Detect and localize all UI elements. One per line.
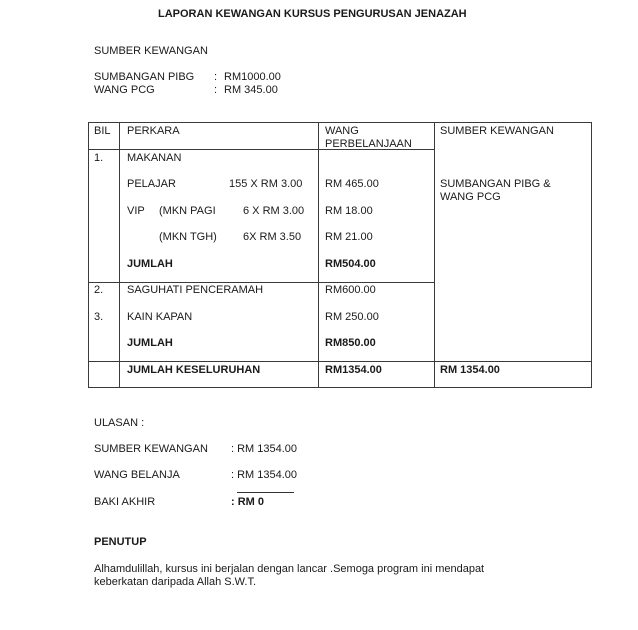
- row3-amount: RM 250.00: [325, 311, 379, 323]
- table-col-divider-perkara: [318, 122, 319, 388]
- table-grand-divider: [88, 361, 592, 362]
- header-wang: WANG: [325, 125, 359, 137]
- table-col-divider-bil: [119, 122, 120, 388]
- baki-label: BAKI AKHIR: [94, 496, 156, 508]
- ulasan-heading: ULASAN :: [94, 417, 145, 429]
- row23-jumlah-amount: RM850.00: [325, 337, 376, 349]
- page-title: LAPORAN KEWANGAN KURSUS PENGURUSAN JENAZAH: [158, 8, 467, 20]
- row2-bil: 2.: [94, 284, 104, 296]
- pelajar-amount: RM 465.00: [325, 178, 379, 190]
- funding-sep-pcg: :: [214, 84, 218, 96]
- pelajar-calc: 155 X RM 3.00: [229, 178, 303, 190]
- vip-tgh-label: (MKN TGH): [159, 231, 217, 243]
- grand-total-amount: RM1354.00: [325, 364, 382, 376]
- vip-tgh-amount: RM 21.00: [325, 231, 373, 243]
- row1-sumber-line1: SUMBANGAN PIBG &: [440, 178, 551, 190]
- penutup-heading: PENUTUP: [94, 536, 147, 548]
- ulasan-sumber-label: SUMBER KEWANGAN: [94, 443, 208, 455]
- table-border-left: [88, 122, 89, 388]
- funding-heading: SUMBER KEWANGAN: [94, 45, 208, 57]
- baki-value: : RM 0: [231, 496, 264, 508]
- table-border-bottom: [88, 387, 592, 388]
- table-border-top: [88, 122, 592, 123]
- ulasan-sumber-value: : RM 1354.00: [231, 443, 298, 455]
- funding-value-pcg: RM 345.00: [224, 84, 278, 96]
- row1-bil: 1.: [94, 152, 104, 164]
- grand-total-sumber: RM 1354.00: [440, 364, 500, 376]
- row23-jumlah-label: JUMLAH: [127, 337, 173, 349]
- header-bil: BIL: [94, 125, 111, 137]
- row1-item: MAKANAN: [127, 152, 182, 164]
- vip-pagi-calc: 6 X RM 3.00: [243, 205, 305, 217]
- row2-item: SAGUHATI PENCERAMAH: [127, 284, 264, 296]
- funding-value-pibg: RM1000.00: [224, 71, 281, 83]
- ulasan-belanja-label: WANG BELANJA: [94, 469, 180, 481]
- ulasan-belanja-value: : RM 1354.00: [231, 469, 298, 481]
- penutup-line2: keberkatan daripada Allah S.W.T.: [94, 576, 257, 588]
- funding-label-pcg: WANG PCG: [94, 84, 155, 96]
- header-sumber: SUMBER KEWANGAN: [440, 125, 554, 137]
- vip-tgh-calc: 6X RM 3.50: [243, 231, 302, 243]
- penutup-line1: Alhamdulillah, kursus ini berjalan dengan lancar .Semoga program ini mendapat: [94, 563, 485, 575]
- vip-pagi-amount: RM 18.00: [325, 205, 373, 217]
- row1-jumlah-amount: RM504.00: [325, 258, 376, 270]
- table-col-divider-wang: [434, 122, 435, 388]
- funding-sep-pibg: :: [214, 71, 218, 83]
- table-border-right: [591, 122, 592, 388]
- subtraction-line: [237, 492, 294, 493]
- header-perkara: PERKARA: [127, 125, 180, 137]
- table-row1-divider: [88, 282, 434, 283]
- funding-label-pibg: SUMBANGAN PIBG: [94, 71, 195, 83]
- vip-pagi-label: (MKN PAGI: [159, 205, 216, 217]
- row1-sumber-line2: WANG PCG: [440, 191, 501, 203]
- pelajar-label: PELAJAR: [127, 178, 176, 190]
- grand-total-label: JUMLAH KESELURUHAN: [127, 364, 261, 376]
- row2-amount: RM600.00: [325, 284, 376, 296]
- row3-item: KAIN KAPAN: [127, 311, 193, 323]
- row1-jumlah-label: JUMLAH: [127, 258, 173, 270]
- vip-label: VIP: [127, 205, 145, 217]
- row3-bil: 3.: [94, 311, 104, 323]
- header-perbelanjaan: PERBELANJAAN: [325, 138, 412, 150]
